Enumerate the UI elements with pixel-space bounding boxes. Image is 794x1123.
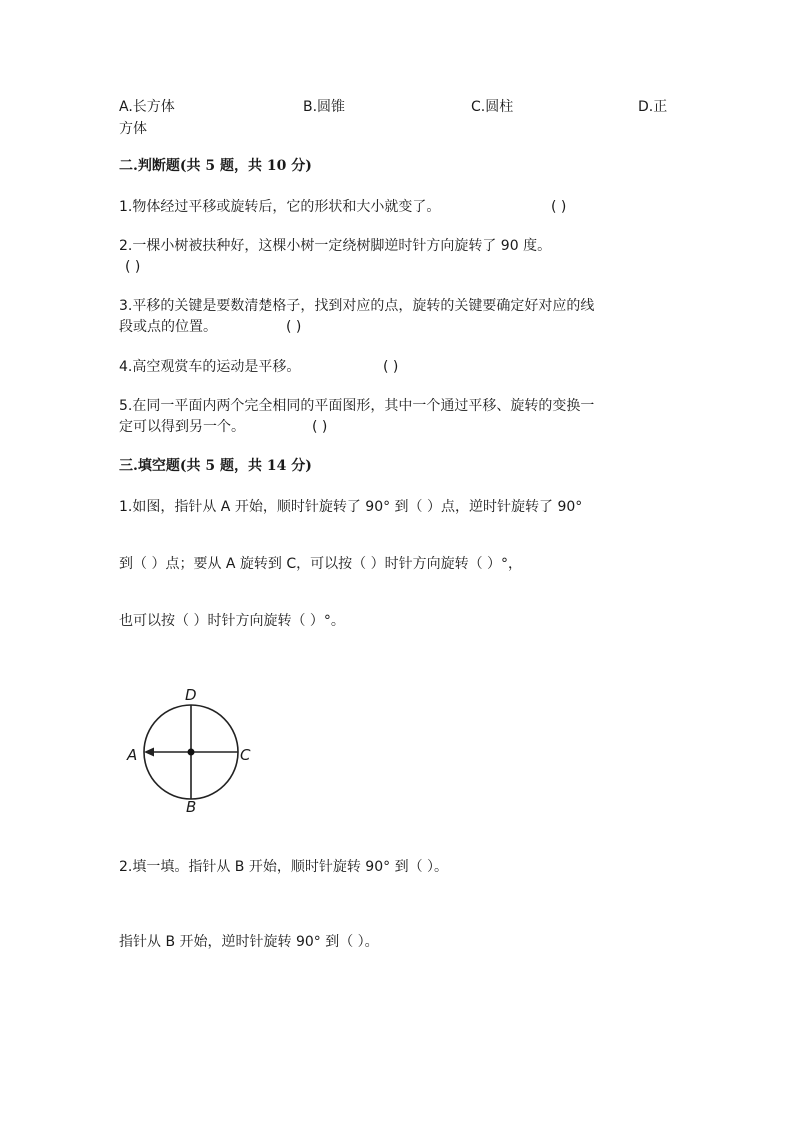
choice-d: D.正 bbox=[638, 99, 668, 115]
dial-label-d: D bbox=[185, 686, 197, 704]
dial-label-a: A bbox=[127, 746, 138, 764]
fill-q1-line2: 到（ ）点；要从 A 旋转到 C，可以按（ ）时针方向旋转（ ）°， bbox=[119, 556, 523, 572]
choice-c: C.圆柱 bbox=[471, 99, 514, 115]
judge-heading: 二.判断题(共 5 题，共 10 分) bbox=[119, 158, 312, 174]
judge-q4: 4.高空观赏车的运动是平移。 bbox=[119, 359, 301, 375]
fill-heading: 三.填空题(共 5 题，共 14 分) bbox=[119, 458, 312, 474]
judge-q2-answer-paren[interactable]: ( ) bbox=[125, 259, 141, 275]
judge-q4-answer-paren[interactable]: ( ) bbox=[383, 359, 399, 375]
choice-d-continued: 方体 bbox=[119, 121, 147, 137]
judge-q3-answer-paren[interactable]: ( ) bbox=[286, 319, 302, 335]
judge-q3-line2: 段或点的位置。 bbox=[119, 319, 217, 335]
judge-q3-line1: 3.平移的关键是要数清楚格子，找到对应的点，旋转的关键要确定好对应的线 bbox=[119, 298, 595, 314]
judge-q5-line2: 定可以得到另一个。 bbox=[119, 419, 245, 435]
judge-q1-answer-paren[interactable]: ( ) bbox=[551, 199, 567, 215]
fill-q1-line1: 1.如图，指针从 A 开始，顺时针旋转了 90° 到（ ）点，逆时针旋转了 90° bbox=[119, 499, 583, 515]
fill-q2-line2: 指针从 B 开始，逆时针旋转 90° 到（ ）。 bbox=[119, 934, 379, 950]
judge-q5-line1: 5.在同一平面内两个完全相同的平面图形，其中一个通过平移、旋转的变换一 bbox=[119, 398, 595, 414]
dial-center-point bbox=[188, 749, 195, 756]
judge-q1: 1.物体经过平移或旋转后，它的形状和大小就变了。 bbox=[119, 199, 441, 215]
judge-q2: 2.一棵小树被扶种好，这棵小树一定绕树脚逆时针方向旋转了 90 度。 bbox=[119, 238, 552, 254]
dial-label-c: C bbox=[240, 746, 251, 764]
fill-q1-line3: 也可以按（ ）时针方向旋转（ ）°。 bbox=[119, 613, 345, 629]
dial-label-b: B bbox=[186, 798, 197, 814]
choice-b: B.圆锥 bbox=[303, 99, 346, 115]
judge-q5-answer-paren[interactable]: ( ) bbox=[312, 419, 328, 435]
rotation-dial-figure bbox=[124, 684, 258, 814]
dial-pointer-arrowhead bbox=[144, 748, 154, 757]
fill-q2-line1: 2.填一填。指针从 B 开始，顺时针旋转 90° 到（ ）。 bbox=[119, 859, 449, 875]
choice-a: A.长方体 bbox=[119, 99, 175, 115]
